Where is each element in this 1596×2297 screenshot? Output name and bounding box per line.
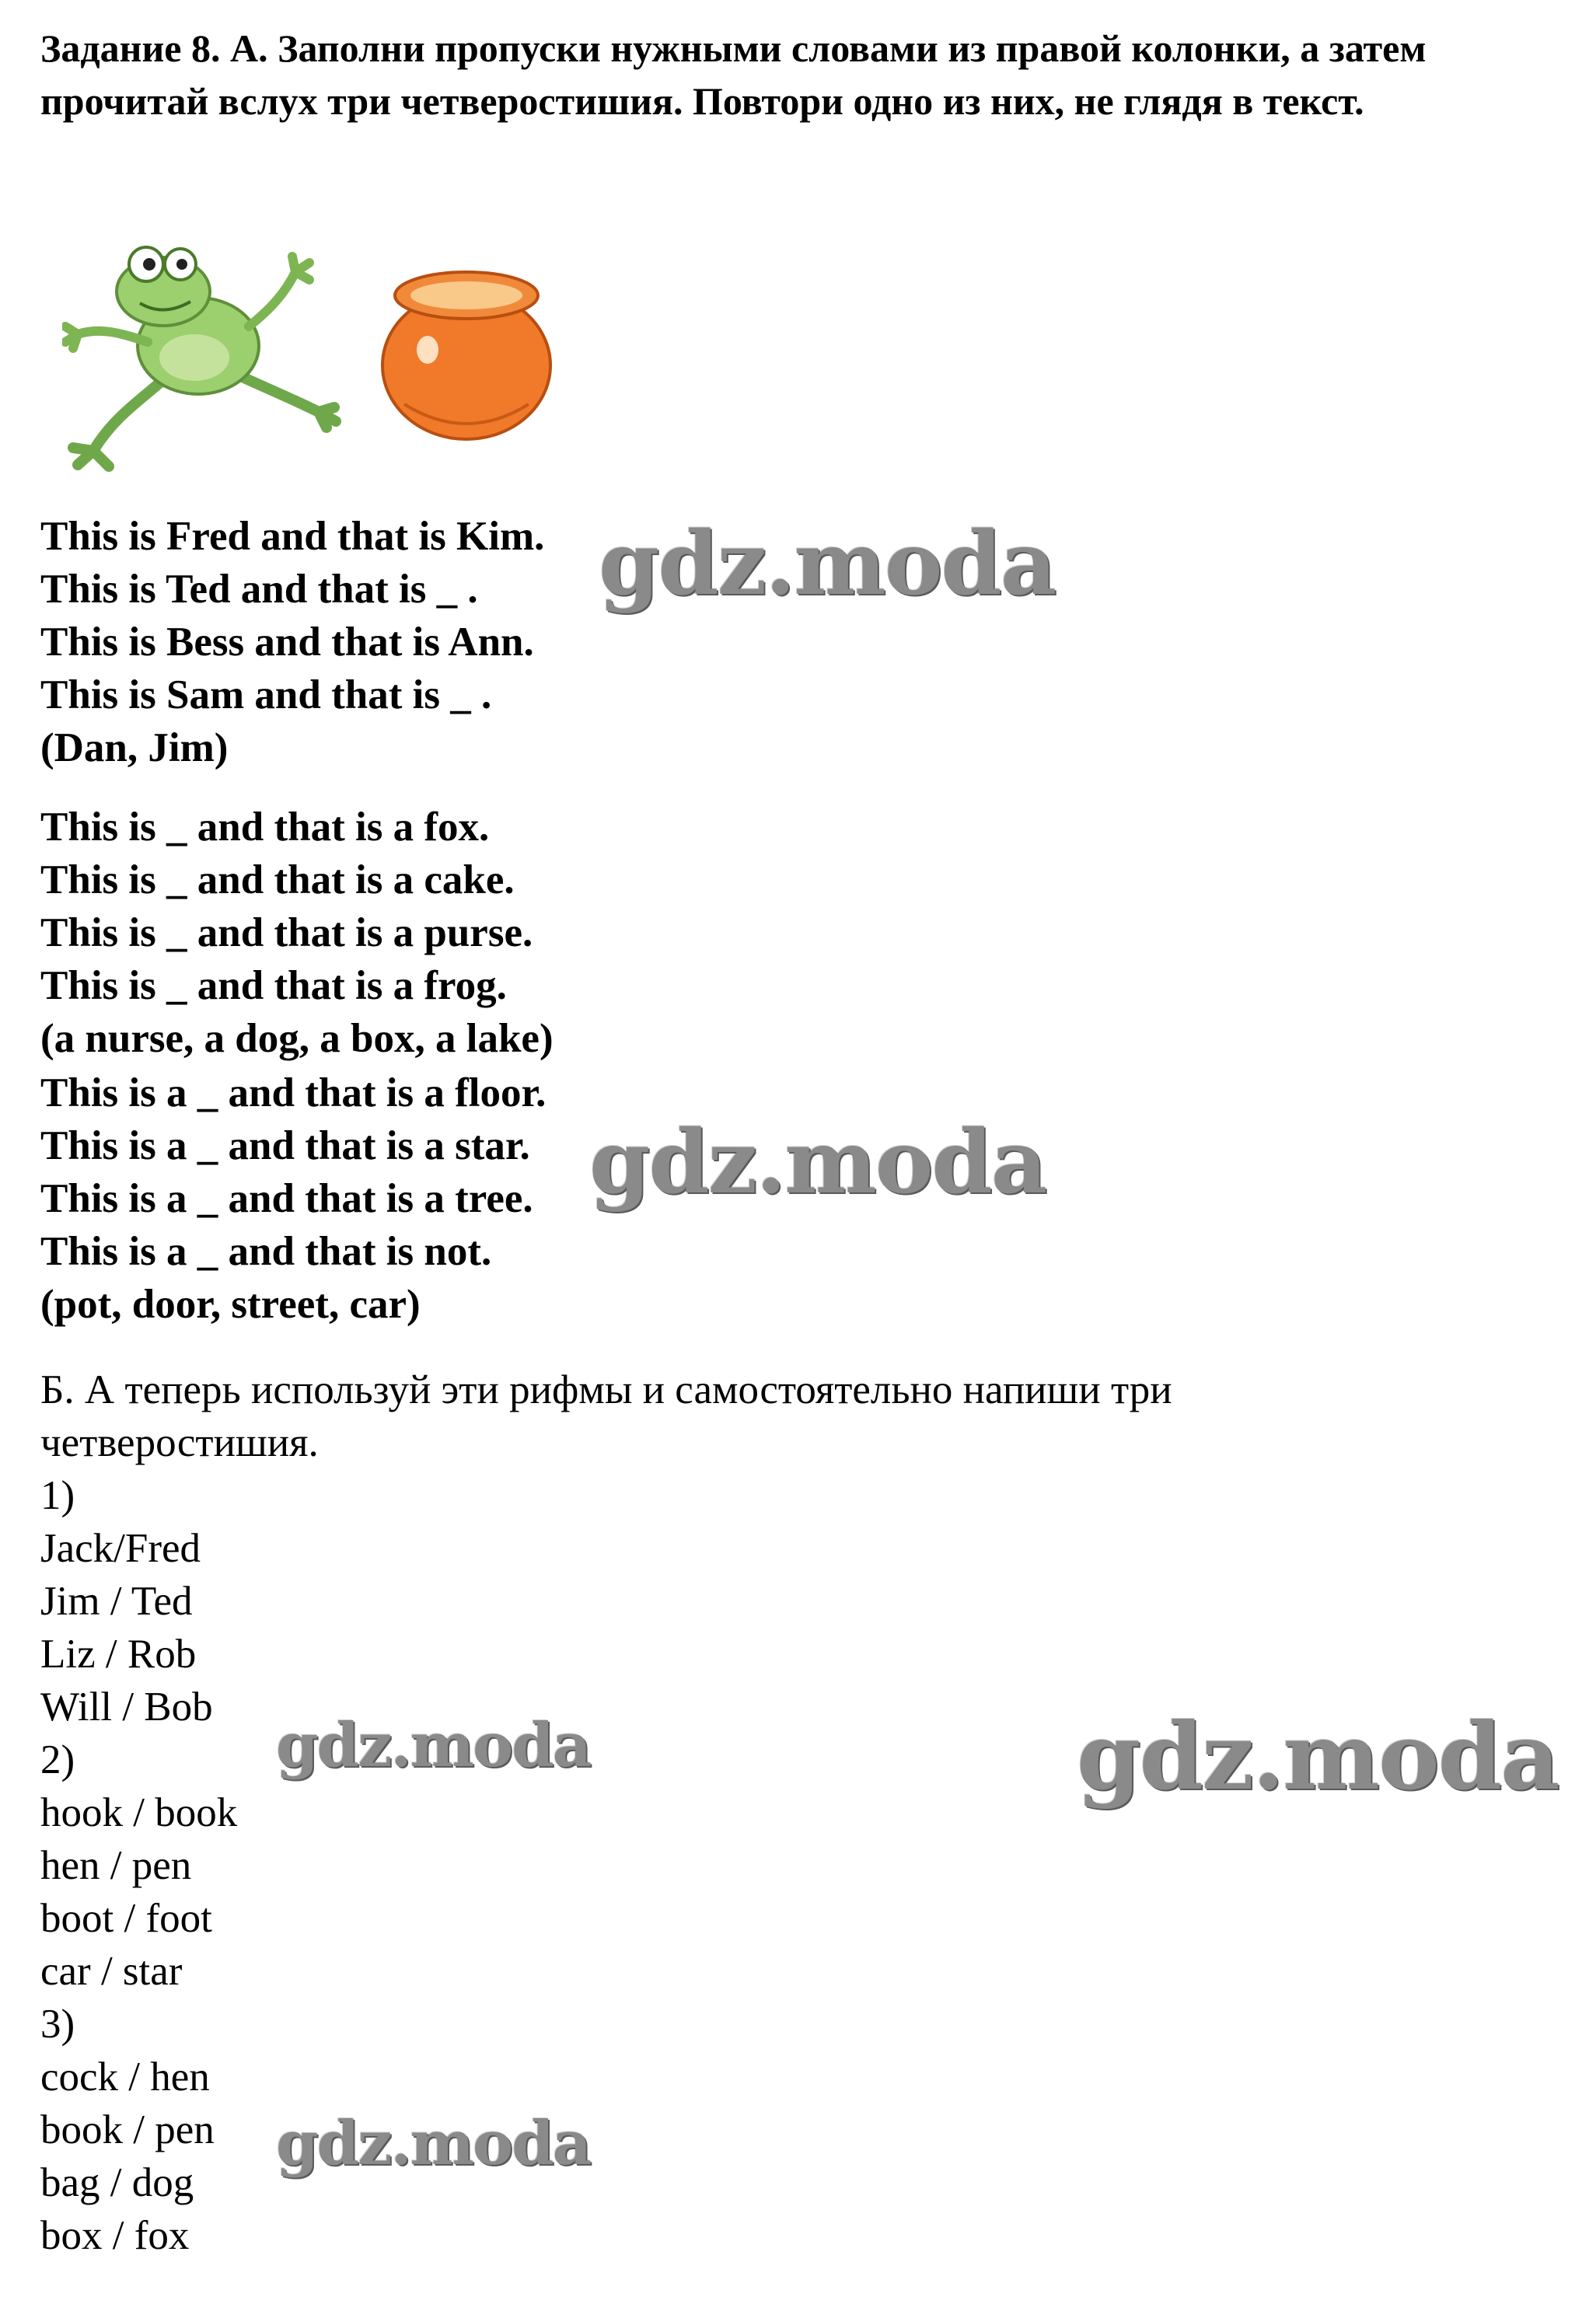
list-item: car / star (40, 1949, 183, 1994)
rhyme-list (40, 1469, 237, 2262)
stanza-line: This is a _ and that is not. (40, 1229, 492, 1274)
frog-icon (62, 218, 342, 474)
stanza-2 (40, 801, 554, 1065)
list-item: hook / book (40, 1790, 238, 1835)
part-b-instruction (40, 1363, 1362, 1469)
list-item: Jack/Fred (40, 1526, 201, 1571)
list-item: Will / Bob (40, 1684, 213, 1730)
list-item: cock / hen (40, 2054, 210, 2100)
watermark: gdz.moda (1077, 1702, 1559, 1810)
watermark: gdz.moda (599, 513, 1056, 615)
stanza-3 (40, 1066, 546, 1331)
list-item: box / fox (40, 2213, 190, 2258)
word-options: (pot, door, street, car) (40, 1282, 421, 1327)
instruction-line: Б. А теперь используй эти рифмы и самостоятельно напиши три (40, 1367, 1172, 1412)
stanza-line: This is Bess and that is Ann. (40, 620, 534, 665)
list-item: 3) (40, 2002, 75, 2047)
illustrations (62, 218, 560, 474)
list-item: book / pen (40, 2107, 215, 2152)
stanza-line: This is _ and that is a frog. (40, 963, 507, 1008)
task-header: Задание 8. А. Заполни пропуски нужными словами из правой колонки, а затем прочитай вслух три четверостишия. Повтори одно из них, не глядя в текст. (40, 26, 1427, 123)
list-item: 1) (40, 1473, 75, 1518)
word-options: (a nurse, a dog, a box, a lake) (40, 1016, 554, 1061)
instruction-line: четверостишия. (40, 1420, 319, 1465)
watermark: gdz.moda (589, 1112, 1046, 1213)
stanza-line: This is _ and that is a fox. (40, 805, 490, 850)
watermark: gdz.moda (276, 1710, 591, 1781)
watermark: gdz.moda (276, 2108, 591, 2179)
stanza-line: This is a _ and that is a tree. (40, 1176, 533, 1221)
list-item: boot / foot (40, 1896, 212, 1941)
list-item: bag / dog (40, 2160, 194, 2205)
stanza-line: This is Fred and that is Kim. (40, 514, 545, 559)
stanza-line: This is a _ and that is a floor. (40, 1070, 547, 1115)
stanza-line: This is Sam and that is _ . (40, 672, 492, 717)
stanza-line: This is _ and that is a purse. (40, 910, 533, 955)
list-item: 2) (40, 1737, 75, 1782)
list-item: Jim / Ted (40, 1579, 193, 1624)
pot-icon (373, 264, 560, 443)
stanza-line: This is _ and that is a cake. (40, 857, 515, 902)
list-item: hen / pen (40, 1843, 192, 1888)
stanza-1 (40, 510, 544, 774)
list-item: Liz / Rob (40, 1632, 197, 1677)
word-options: (Dan, Jim) (40, 725, 229, 770)
stanza-line: This is Ted and that is _ . (40, 567, 478, 612)
stanza-line: This is a _ and that is a star. (40, 1123, 530, 1168)
